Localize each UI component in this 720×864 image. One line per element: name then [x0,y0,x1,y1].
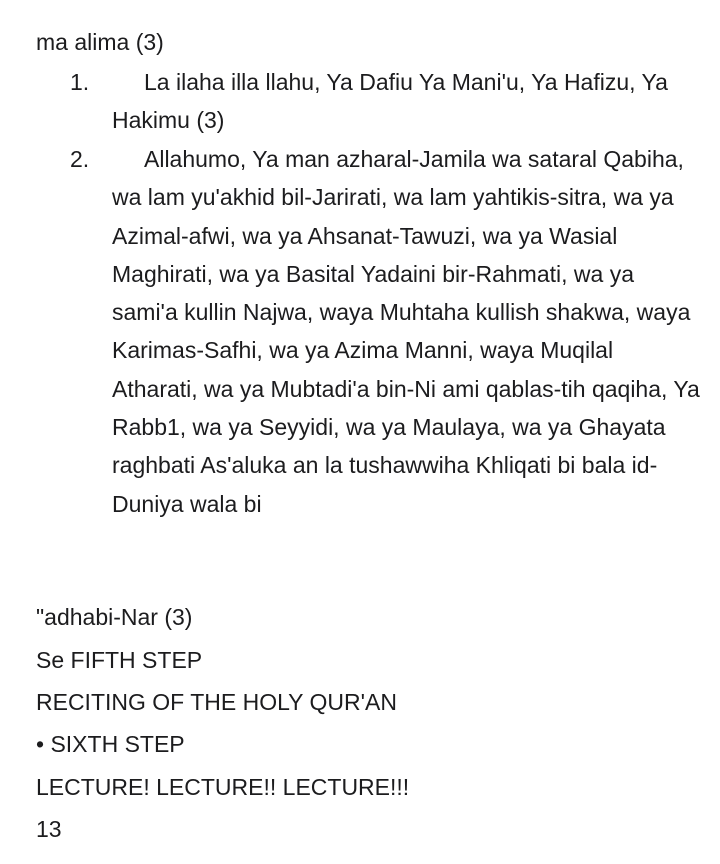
list-item-number: 2. [70,146,90,172]
sixth-step-heading: • SIXTH STEP [36,731,185,757]
list-item-text [112,63,702,140]
fifth-step-detail: RECITING OF THE HOLY QUR'AN [36,689,397,715]
list-item-text-content: Allahumo, Ya man azharal-Jamila wa sataral Qabiha, wa lam yu'akhid bil-Jarirati, wa lam yahtikis-sitra, wa ya Azimal-afwi, wa ya Ahsanat-Tawuzi, wa ya Wasial Maghirati, wa ya Basital Yadaini bir-Rahmati, wa ya sami'a kullin Najwa, waya Muhtaha kullish shakwa, waya Karimas-Safhi, wa ya Azima Manni, waya Muqilal Atharati, wa ya Mubtadi'a bin-Ni ami qablas-tih qaqiha, Ya Rabb1, wa ya Seyyidi, wa ya Maulaya, wa ya Ghayata raghbati As'aluka an la tushawwiha Khliqati bi bala id-Duniya wala bi [112,146,700,517]
page-number: 13 [36,816,62,842]
continuation-line: "adhabi-Nar (3) [36,604,193,630]
intro-line: ma alima (3) [36,29,164,55]
sixth-step-detail: LECTURE! LECTURE!! LECTURE!!! [36,774,410,800]
list-item-text [112,140,702,523]
list-item-text-content: La ilaha illa llahu, Ya Dafiu Ya Mani'u, Ya Hafizu, Ya Hakimu (3) [112,69,668,134]
fifth-step-heading: Se FIFTH STEP [36,647,203,673]
list-item-number: 1. [70,69,90,95]
